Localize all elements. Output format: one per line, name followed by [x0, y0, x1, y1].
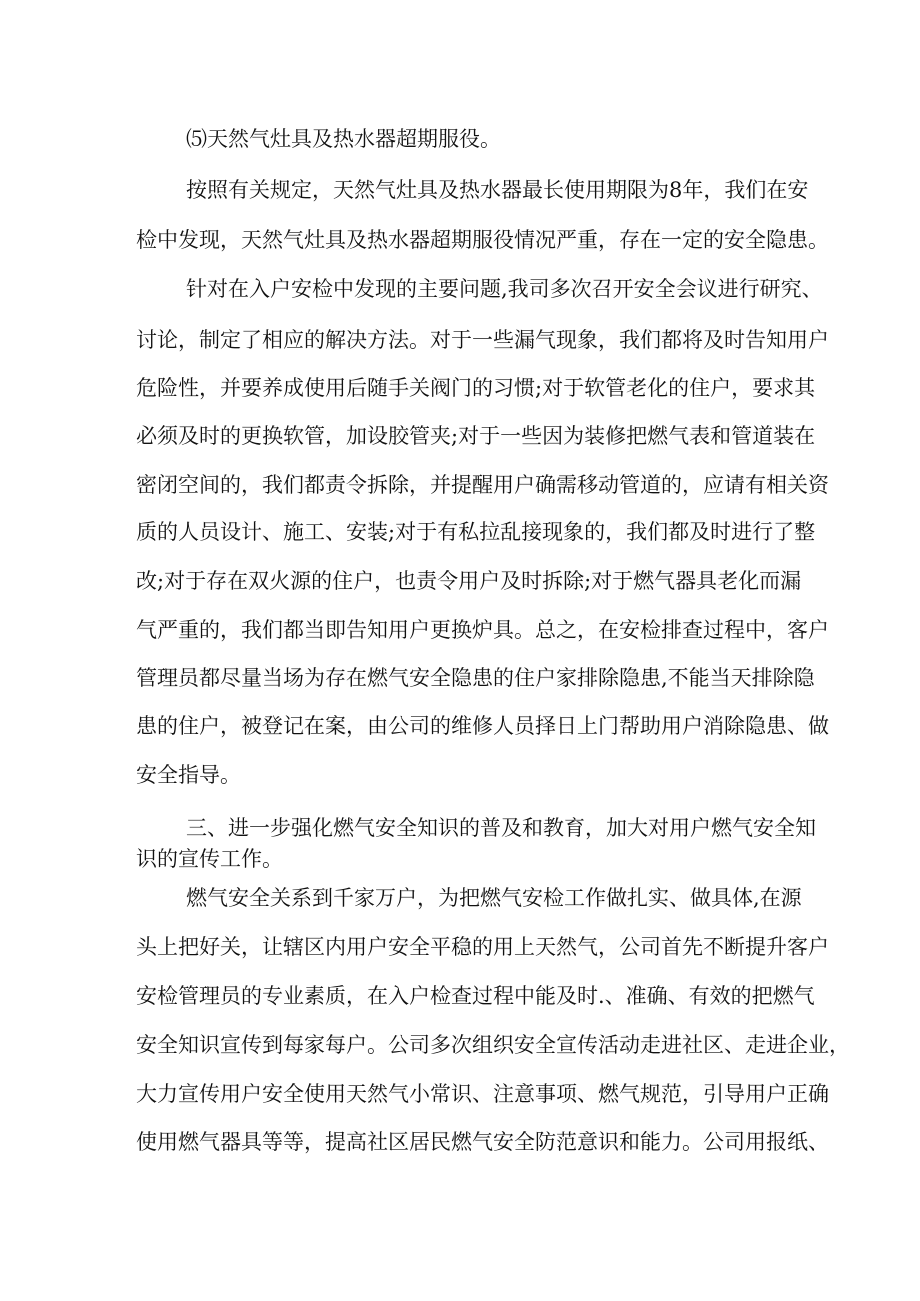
- paragraph-line: 气严重的，我们都当即告知用户更换炉具。总之，在安检排查过程中，客户: [136, 618, 829, 642]
- paragraph-line: 按照有关规定，天然气灶具及热水器最长使用期限为8年，我们在安: [186, 178, 809, 202]
- paragraph-line: 安全指导。: [136, 763, 241, 787]
- paragraph-line: 针对在入户安检中发现的主要问题,我司多次召开安全会议进行研究、: [186, 277, 823, 301]
- paragraph-line: 安检管理员的专业素质，在入户检查过程中能及时.、准确、有效的把燃气: [136, 984, 815, 1008]
- section-heading-line: 三、进一步强化燃气安全知识的普及和教育，加大对用户燃气安全知: [186, 816, 816, 840]
- paragraph-line: 讨论，制定了相应的解决方法。对于一些漏气现象，我们都将及时告知用户: [136, 328, 829, 352]
- paragraph-line: 危险性，并要养成使用后随手关阀门的习惯;对于软管老化的住户，要求其: [136, 376, 816, 400]
- paragraph-line: 密闭空间的，我们都责令拆除，并提醒用户确需移动管道的，应请有相关资: [136, 473, 829, 497]
- paragraph-line: 大力宣传用户安全使用天然气小常识、注意事项、燃气规范，引导用户正确: [136, 1082, 829, 1106]
- paragraph-line: 必须及时的更换软管，加设胶管夹;对于一些因为装修把燃气表和管道装在: [136, 424, 816, 448]
- paragraph-line: 管理员都尽量当场为存在燃气安全隐患的住户家排除隐患,不能当天排除隐: [136, 666, 815, 690]
- paragraph-line: 头上把好关，让辖区内用户安全平稳的用上天然气，公司首先不断提升客户: [136, 935, 829, 959]
- paragraph-line: 改;对于存在双火源的住户，也责令用户及时拆除;对于燃气器具老化而漏: [136, 569, 802, 593]
- paragraph-line: 使用燃气器具等等，提高社区居民燃气安全防范意识和能力。公司用报纸、: [136, 1130, 829, 1154]
- paragraph-line: 患的住户，被登记在案，由公司的维修人员择日上门帮助用户消除隐患、做: [136, 714, 829, 738]
- heading-line: ⑸天然气灶具及热水器超期服役。: [186, 127, 501, 151]
- paragraph-line: 质的人员设计、施工、安装;对于有私拉乱接现象的，我们都及时进行了整: [136, 520, 816, 544]
- paragraph-line: 安全知识宣传到每家每户。公司多次组织安全宣传活动走进社区、走进企业，: [136, 1033, 850, 1057]
- paragraph-line: 燃气安全关系到千家万户，为把燃气安检工作做扎实、做具体,在源: [186, 886, 802, 910]
- section-heading-line: 识的宣传工作。: [136, 847, 283, 871]
- paragraph-line: 检中发现，天然气灶具及热水器超期服役情况严重，存在一定的安全隐患。: [136, 228, 829, 252]
